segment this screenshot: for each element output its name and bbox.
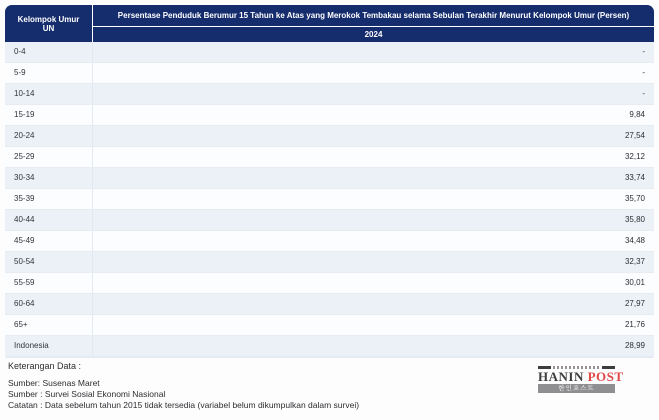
percentage-value: 27,54 <box>624 131 645 140</box>
percentage-value: - <box>642 89 645 98</box>
table-row <box>5 273 654 294</box>
percentage-value: 21,76 <box>624 320 645 329</box>
table-row <box>5 252 654 273</box>
data-notes <box>8 361 359 411</box>
age-group-label: 65+ <box>5 315 93 335</box>
source-line-1: Sumber: Susenas Maret <box>8 378 100 388</box>
age-group-label: 5-9 <box>5 63 93 83</box>
table-row <box>5 105 654 126</box>
percentage-value: 28,99 <box>624 341 645 350</box>
table-body <box>5 42 654 357</box>
table-row <box>5 42 654 63</box>
table-row <box>5 147 654 168</box>
percentage-value: - <box>642 68 645 77</box>
table-header-right <box>93 5 654 42</box>
age-group-label: 25-29 <box>5 147 93 167</box>
table-row <box>5 315 654 336</box>
percentage-value: - <box>642 47 645 56</box>
table-row <box>5 63 654 84</box>
percentage-value: 27,97 <box>624 299 645 308</box>
table-row <box>5 231 654 252</box>
logo-post-text: POST <box>583 369 624 384</box>
table-title: Persentase Penduduk Berumur 15 Tahun ke Atas yang Merokok Tembakau selama Sebulan Terakhir Menurut Kelompok Umur (Persen) <box>93 5 654 27</box>
table-header <box>5 5 654 42</box>
age-group-label: 15-19 <box>5 105 93 125</box>
statistics-table <box>5 5 654 358</box>
percentage-value: 34,48 <box>624 236 645 245</box>
table-row <box>5 336 654 357</box>
table-row <box>5 210 654 231</box>
age-group-label: 50-54 <box>5 252 93 272</box>
table-row <box>5 189 654 210</box>
age-group-label: 35-39 <box>5 189 93 209</box>
percentage-value: 35,80 <box>624 215 645 224</box>
percentage-value: 9,84 <box>629 110 645 119</box>
age-group-label: 40-44 <box>5 210 93 230</box>
logo-hanin-text: HANIN <box>538 369 584 384</box>
age-group-label: 0-4 <box>5 42 93 62</box>
table-row <box>5 168 654 189</box>
age-group-label: 20-24 <box>5 126 93 146</box>
percentage-value: 32,12 <box>624 152 645 161</box>
source-line-2: Sumber : Survei Sosial Ekonomi Nasional <box>8 389 166 399</box>
age-group-column-header: Kelompok Umur UN <box>5 5 93 42</box>
age-group-label: Indonesia <box>5 336 93 356</box>
table-row <box>5 294 654 315</box>
logo-korean-subtitle: 한인포스트 <box>538 384 615 393</box>
age-group-label: 30-34 <box>5 168 93 188</box>
percentage-value: 32,37 <box>624 257 645 266</box>
table-row <box>5 126 654 147</box>
note-line: Catatan : Data sebelum tahun 2015 tidak tersedia (variabel belum dikumpulkan dalam survei) <box>8 400 360 410</box>
year-column-header: 2024 <box>364 30 383 39</box>
logo-wordmark <box>538 369 624 384</box>
age-group-label: 55-59 <box>5 273 93 293</box>
table-row <box>5 84 654 105</box>
notes-heading: Keterangan Data : <box>8 361 82 371</box>
haninpost-logo <box>538 365 624 393</box>
percentage-value: 33,74 <box>624 173 645 182</box>
age-group-label: 45-49 <box>5 231 93 251</box>
percentage-value: 30,01 <box>624 278 645 287</box>
age-group-label: 60-64 <box>5 294 93 314</box>
percentage-value: 35,70 <box>624 194 645 203</box>
age-group-label: 10-14 <box>5 84 93 104</box>
